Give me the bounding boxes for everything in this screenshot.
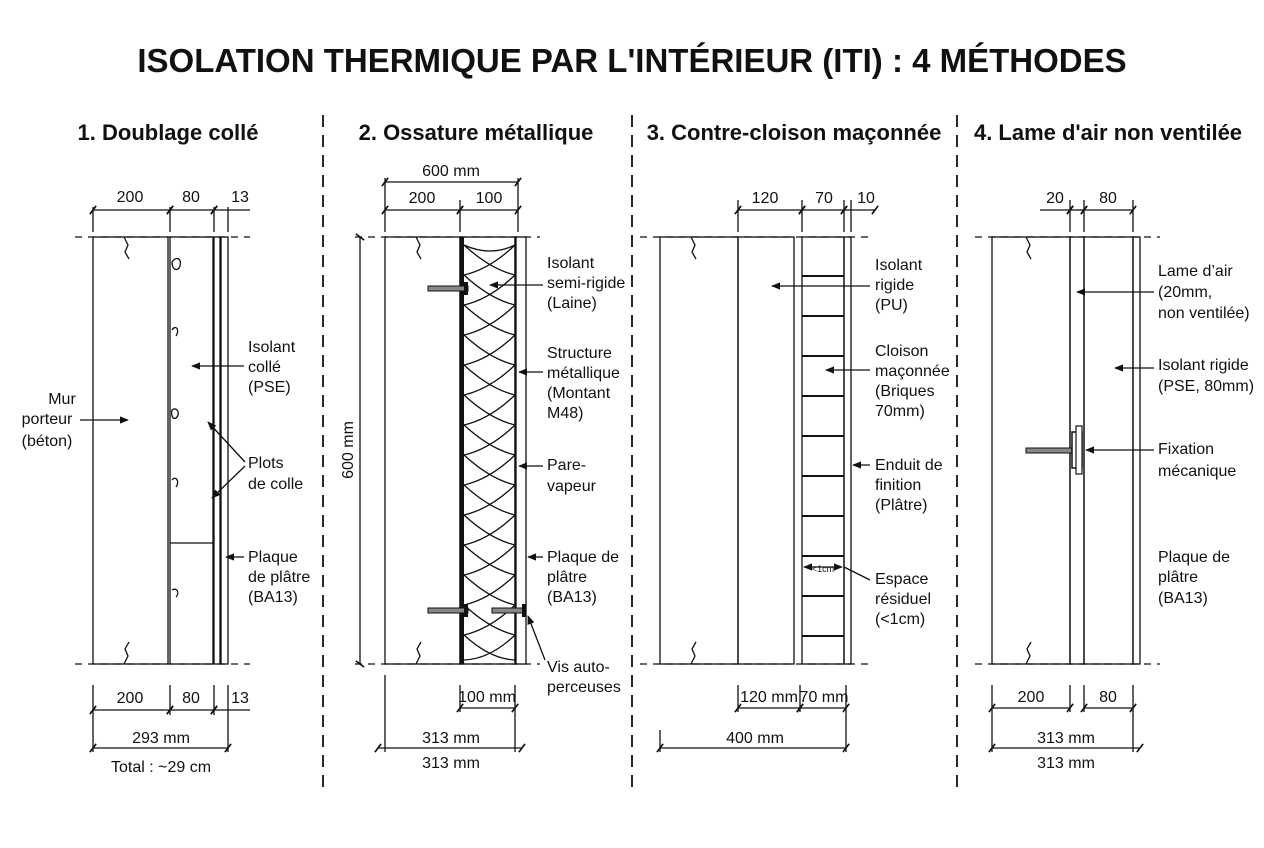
pse-insulation xyxy=(170,237,213,664)
gap-mark: <1cm xyxy=(811,564,835,574)
dim-total-repeat: 313 mm xyxy=(422,755,480,772)
label-isolant-1: Isolant xyxy=(248,339,296,356)
dim-top-insulation: 80 xyxy=(182,189,200,206)
glue-dab-icon xyxy=(172,259,180,270)
label-espace-1: Espace xyxy=(875,571,929,588)
label-structure-4: M48) xyxy=(547,405,584,422)
metal-stud xyxy=(460,237,464,664)
label-structure-3: (Montant xyxy=(547,385,611,402)
dim-top-finish: 10 xyxy=(857,190,875,207)
label-isolant-2: rigide xyxy=(875,277,915,294)
panel-1-heading: 1. Doublage collé xyxy=(77,120,259,145)
label-vis-1: Vis auto- xyxy=(547,659,610,676)
label-plaque-1: Plaque de xyxy=(547,549,620,566)
panel-4-heading: 4. Lame d'air non ventilée xyxy=(973,120,1243,145)
label-isolant-1: Isolant xyxy=(547,255,595,272)
label-cloison-4: 70mm) xyxy=(875,403,925,420)
label-pare-2: vapeur xyxy=(547,478,596,495)
label-lame-3: non ventilée) xyxy=(1158,305,1250,322)
label-lame-2: (20mm, xyxy=(1158,284,1213,301)
concrete-wall xyxy=(93,237,168,664)
arrow-vis xyxy=(528,616,545,660)
label-plots-2: de colle xyxy=(248,476,304,493)
label-isolant-2: (PSE, 80mm) xyxy=(1158,378,1255,395)
dim-bottom-insulation: 80 xyxy=(182,690,200,707)
label-isolant-2: collé xyxy=(248,359,281,376)
dim-bottom-brick: 70 mm xyxy=(799,689,849,706)
panel-contre-cloison xyxy=(640,120,950,752)
label-plaque-1: Plaque xyxy=(248,549,298,566)
dim-top-insulation: 80 xyxy=(1099,190,1117,207)
label-cloison-1: Cloison xyxy=(875,343,929,360)
label-isolant-1: Isolant xyxy=(875,257,923,274)
dim-top-wall: 200 xyxy=(116,189,144,206)
label-isolant-3: (Laine) xyxy=(547,295,597,312)
label-vis-2: perceuses xyxy=(547,679,621,696)
concrete-wall xyxy=(385,237,460,664)
dim-top-board: 13 xyxy=(231,189,249,206)
label-isolant-3: (PU) xyxy=(875,297,908,314)
label-enduit-3: (Plâtre) xyxy=(875,497,928,514)
leader-espace xyxy=(844,567,870,580)
dim-top-insulation: 100 xyxy=(475,190,503,207)
label-plaque-1: Plaque de xyxy=(1158,549,1231,566)
pu-insulation xyxy=(738,237,794,664)
dim-top-brick: 70 xyxy=(815,190,833,207)
label-structure-2: métallique xyxy=(547,365,620,382)
panel-2-heading: 2. Ossature métallique xyxy=(358,120,594,145)
label-lame-1: Lame d’air xyxy=(1158,263,1233,280)
dim-bottom-insulation: 120 mm xyxy=(740,689,798,706)
label-cloison-2: maçonnée xyxy=(875,363,950,380)
label-structure-1: Structure xyxy=(547,345,612,362)
glue-dab-icon xyxy=(172,328,178,336)
dim-height: 600 mm xyxy=(340,421,357,479)
label-espace-3: (<1cm) xyxy=(875,611,926,628)
mineral-wool xyxy=(460,237,515,664)
label-mur-1: Mur xyxy=(48,391,76,408)
dim-total: 293 mm xyxy=(132,730,190,747)
label-plots-1: Plots xyxy=(248,455,284,472)
plaster-finish xyxy=(844,237,851,664)
label-fixation-2: mécanique xyxy=(1158,463,1237,480)
brick-partition xyxy=(802,237,844,664)
label-enduit-1: Enduit de xyxy=(875,457,943,474)
dim-bottom-wall: 200 xyxy=(1017,689,1045,706)
diagram-title: ISOLATION THERMIQUE PAR L'INTÉRIEUR (ITI) : 4 MÉTHODES xyxy=(137,42,1127,79)
label-isolant-2: semi-rigide xyxy=(547,275,626,292)
plasterboard xyxy=(214,237,220,664)
label-mur-2: porteur xyxy=(21,411,73,428)
break-mark xyxy=(124,642,129,664)
dim-total: 313 mm xyxy=(422,730,480,747)
label-isolant-1: Isolant rigide xyxy=(1158,357,1249,374)
glue-dab-icon xyxy=(172,409,179,418)
label-fixation-1: Fixation xyxy=(1158,441,1215,458)
dim-total-note: Total : ~29 cm xyxy=(110,759,212,776)
label-espace-2: résiduel xyxy=(875,591,932,608)
label-plaque-3: (BA13) xyxy=(1158,590,1208,607)
dim-total-repeat: 313 mm xyxy=(1037,755,1095,772)
dim-total: 313 mm xyxy=(1037,730,1095,747)
label-plaque-2: plâtre xyxy=(547,569,588,586)
dim-top-insulation: 120 xyxy=(751,190,779,207)
wool-pattern xyxy=(464,245,515,660)
plasterboard xyxy=(515,237,526,664)
label-isolant-3: (PSE) xyxy=(248,379,291,396)
dim-overall: 600 mm xyxy=(422,163,480,180)
dim-total: 400 mm xyxy=(726,730,784,747)
panel-lame-air xyxy=(974,120,1254,772)
dim-bottom-insulation: 100 mm xyxy=(458,689,516,706)
label-pare-1: Pare- xyxy=(547,457,587,474)
brick-joints xyxy=(802,276,844,636)
panel-ossature-metallique xyxy=(340,120,625,772)
panel-doublage-colle xyxy=(22,120,311,776)
dim-top-air: 20 xyxy=(1046,190,1064,207)
dim-bottom-board: 13 xyxy=(231,690,249,707)
dim-bottom-wall: 200 xyxy=(116,690,144,707)
glue-dab-icon xyxy=(172,589,178,597)
anchor-icon xyxy=(1026,426,1082,474)
dim-top-wall: 200 xyxy=(408,190,436,207)
break-mark xyxy=(124,237,129,259)
screw-icon xyxy=(492,604,526,617)
label-plaque-3: (BA13) xyxy=(547,589,597,606)
dim-bottom-insulation: 80 xyxy=(1099,689,1117,706)
glue-dab-icon xyxy=(172,478,178,487)
label-plaque-2: de plâtre xyxy=(248,569,311,586)
label-cloison-3: (Briques xyxy=(875,383,935,400)
label-enduit-2: finition xyxy=(875,477,922,494)
label-plaque-3: (BA13) xyxy=(248,589,298,606)
panel-3-heading: 3. Contre-cloison maçonnée xyxy=(646,120,942,145)
label-plaque-2: plâtre xyxy=(1158,569,1199,586)
label-mur-3: (béton) xyxy=(21,433,73,450)
concrete-wall xyxy=(660,237,738,664)
plasterboard-face xyxy=(221,237,228,664)
